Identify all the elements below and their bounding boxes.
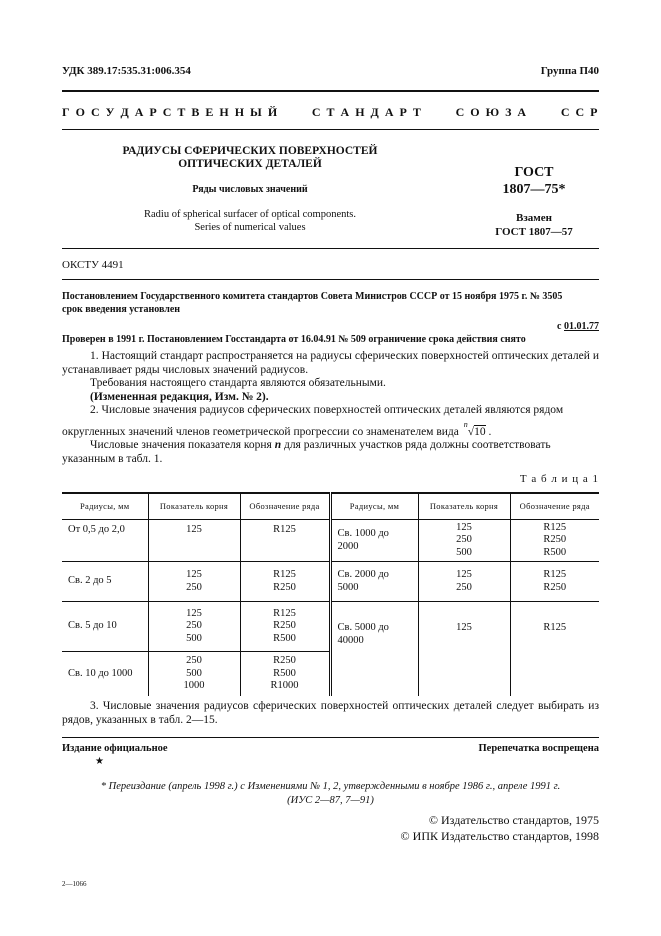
amendment-note: (Измененная редакция, Изм. № 2). — [90, 390, 269, 403]
paragraph: 2. Числовые значения радиусов сферических поверхностей оптических деталей являются рядом — [90, 404, 564, 416]
english-title-line: Radiu of spherical surfacer of optical components. — [144, 209, 356, 220]
column-header: Радиусы, мм — [62, 493, 148, 520]
note-line: * Переиздание (апрель 1998 г.) с Изменениями № 1, 2, утвержденными в ноябре 1986 г., апреле 1991 г. — [100, 781, 561, 792]
star-icon: ★ — [95, 756, 104, 767]
root-formula: n √10 — [463, 419, 486, 438]
state-standard-banner — [62, 105, 599, 120]
copyright-line: © ИПК Издательство стандартов, 1998 — [400, 829, 599, 843]
root-index: 125 250 — [418, 562, 510, 602]
replaces-value: ГОСТ 1807—57 — [495, 226, 573, 238]
paragraph: 1. Настоящий стандарт распространяется на радиусы сферических поверхностей оптических деталей и устанавливает ряды числовых значений радиусов. — [62, 350, 599, 376]
decree-line: срок введения установлен — [62, 304, 181, 315]
banner-word: С Т А Н Д А Р Т — [311, 105, 423, 119]
table-row — [62, 562, 599, 602]
divider — [62, 737, 599, 738]
group-code: Группа П40 — [540, 65, 599, 77]
variable-n: n — [274, 439, 282, 451]
replaces — [470, 211, 598, 239]
column-header: Обозначение ряда — [240, 493, 330, 520]
divider — [62, 279, 599, 280]
series-designation: R125 R250 — [510, 562, 599, 602]
radius-range: От 0,5 до 2,0 — [62, 520, 148, 562]
divider — [62, 129, 599, 130]
banner-word: С С Р — [560, 105, 599, 119]
gost-label: ГОСТ — [514, 165, 554, 180]
series-designation: R125 — [240, 520, 330, 562]
table-caption: Т а б л и ц а 1 — [519, 473, 599, 485]
root-index: n — [463, 419, 468, 429]
date-prefix: с — [557, 321, 562, 332]
radii-table — [62, 492, 599, 696]
paragraph-text: Числовые значения показателя корня — [90, 439, 275, 451]
title-line: ОПТИЧЕСКИХ ДЕТАЛЕЙ — [178, 158, 322, 170]
radius-range: Св. 2 до 5 — [62, 562, 148, 602]
column-header: Показатель корня — [148, 493, 240, 520]
checked-note: Проверен в 1991 г. Постановлением Госстандарта от 16.04.91 № 509 ограничение срока действия снято — [62, 334, 526, 345]
divider — [62, 248, 599, 249]
body-text — [62, 350, 599, 466]
decree-line: Постановлением Государственного комитета стандартов Совета Министров СССР от 15 ноября 1975 г. № 3505 — [62, 291, 563, 302]
root-index: 125 250 500 — [148, 602, 240, 652]
paragraph-text: округленных значений членов геометрической прогрессии со знаменателем вида — [62, 425, 459, 438]
okstu-code: ОКСТУ 4491 — [62, 259, 124, 271]
table-row — [62, 602, 599, 652]
radius-range: Св. 5 до 10 — [62, 602, 148, 652]
paragraph: округленных значений членов геометрической прогрессии со знаменателем вида n √10 . — [62, 419, 492, 438]
gost-number — [470, 164, 598, 198]
column-header: Показатель корня — [418, 493, 510, 520]
title-line: РАДИУСЫ СФЕРИЧЕСКИХ ПОВЕРХНОСТЕЙ — [122, 145, 378, 157]
table-header-row — [62, 493, 599, 520]
replaces-label: Взамен — [516, 212, 552, 224]
banner-word: С О Ю З А — [455, 105, 528, 119]
series-designation: R125 R250 — [240, 562, 330, 602]
series-designation: R125 — [510, 602, 599, 696]
official-edition: Издание официальное — [62, 743, 168, 754]
reissue-note — [62, 780, 599, 808]
document-subtitle: Ряды числовых значений — [192, 184, 308, 195]
udk-code: УДК 389.17:535.31:006.354 — [62, 65, 191, 77]
column-header: Обозначение ряда — [510, 493, 599, 520]
reprint-notice: Перепечатка воспрещена — [478, 743, 599, 754]
root-index: 125 250 — [148, 562, 240, 602]
radius-range: Св. 10 до 1000 — [62, 652, 148, 696]
paragraph: Требования настоящего стандарта являются обязательными. — [90, 377, 386, 389]
gost-value: 1807—75* — [502, 182, 566, 197]
document-title — [100, 145, 400, 171]
series-designation: R125 R250 R500 — [240, 602, 330, 652]
table-row — [62, 520, 599, 562]
root-index: 125 250 500 — [418, 520, 510, 562]
root-index: 125 — [418, 602, 510, 696]
paragraph — [62, 439, 599, 466]
radius-range: Св. 2000 до 5000 — [330, 562, 418, 602]
note-line: (ИУС 2—87, 7—91) — [287, 795, 374, 806]
effective-date — [62, 320, 599, 333]
english-title — [100, 208, 400, 234]
series-designation: R250 R500 R1000 — [240, 652, 330, 696]
date-value: 01.01.77 — [564, 321, 599, 332]
series-designation: R125 R250 R500 — [510, 520, 599, 562]
paragraph: 3. Числовые значения радиусов сферических поверхностей оптических деталей следует выбирать из рядов, указанных в табл. 2—15. — [62, 700, 599, 726]
radius-range: Св. 1000 до 2000 — [330, 520, 418, 562]
decree — [62, 290, 599, 346]
banner-word: Г О С У Д А Р С Т В Е Н Н Ы Й — [62, 105, 279, 119]
print-code: 2—1066 — [62, 880, 87, 888]
root-index: 250 500 1000 — [148, 652, 240, 696]
copyright-line: © Издательство стандартов, 1975 — [428, 813, 599, 827]
copyright — [401, 812, 599, 844]
root-radicand: 10 — [474, 425, 486, 438]
radius-range: Св. 5000 до 40000 — [330, 602, 418, 696]
divider — [62, 90, 599, 92]
root-index: 125 — [148, 520, 240, 562]
paragraph-text: для различных участков ряда должны соответствовать указанным в табл. 1. — [62, 439, 551, 465]
english-title-line: Series of numerical values — [194, 222, 306, 233]
column-header: Радиусы, мм — [330, 493, 418, 520]
